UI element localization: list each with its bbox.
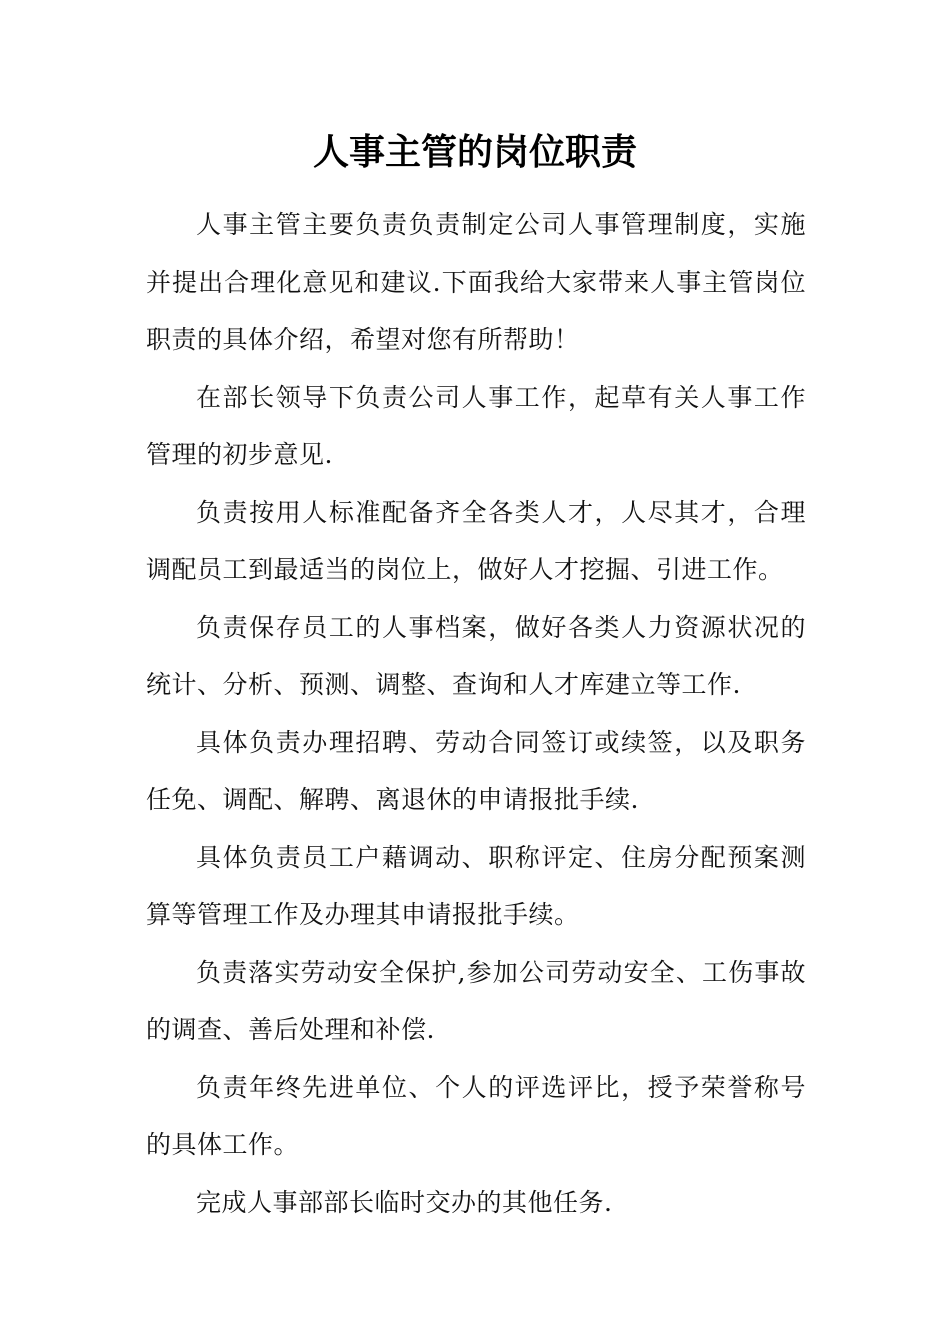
- document-title: 人事主管的岗位职责: [312, 132, 637, 173]
- paragraph-duty-2: 负责按用人标准配备齐全各类人才，人尽其才，合理调配员工到最适当的岗位上，做好人才挖掘、引进工作。: [146, 497, 806, 584]
- document-body: [146, 196, 806, 1231]
- paragraph-duty-1: 在部长领导下负责公司人事工作，起草有关人事工作管理的初步意见.: [146, 382, 806, 469]
- paragraph-duty-7: 负责年终先进单位、个人的评选评比，授予荣誉称号的具体工作。: [146, 1072, 806, 1159]
- paragraph-duty-3: 负责保存员工的人事档案，做好各类人力资源状况的统计、分析、预测、调整、查询和人才库建立等工作.: [146, 612, 806, 699]
- paragraph-duty-6: 负责落实劳动安全保护,参加公司劳动安全、工伤事故的调查、善后处理和补偿.: [146, 957, 806, 1044]
- paragraph-intro: 人事主管主要负责负责制定公司人事管理制度，实施并提出合理化意见和建议.下面我给大家带来人事主管岗位职责的具体介绍，希望对您有所帮助！: [146, 210, 806, 354]
- paragraph-duty-8: 完成人事部部长临时交办的其他任务.: [196, 1187, 613, 1217]
- paragraph-duty-5: 具体负责员工户藉调动、职称评定、住房分配预案测算等管理工作及办理其申请报批手续。: [146, 842, 806, 929]
- paragraph-duty-4: 具体负责办理招聘、劳动合同签订或续签，以及职务任免、调配、解聘、离退休的申请报批手续.: [146, 727, 806, 814]
